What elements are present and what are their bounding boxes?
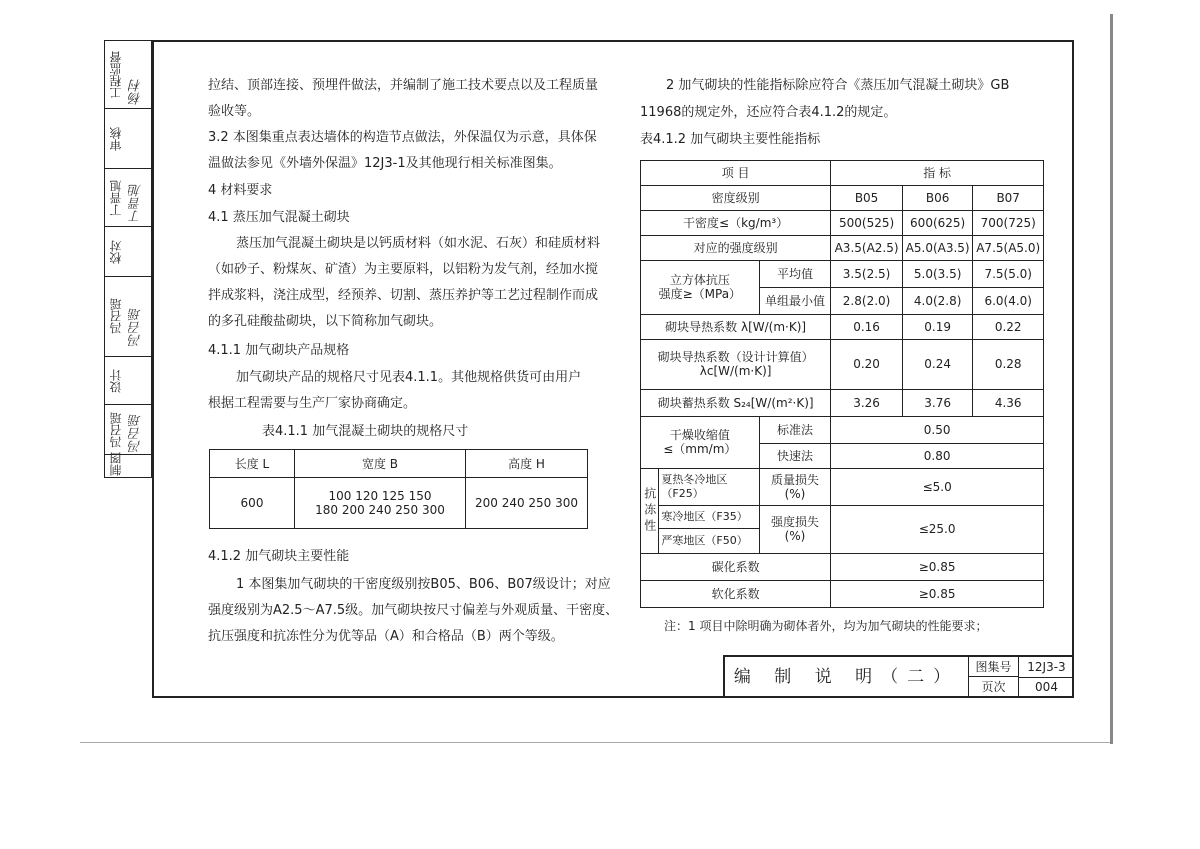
title-block bbox=[723, 655, 1074, 698]
table-cell: 夏热冬冷地区（F25） bbox=[659, 468, 759, 505]
body-text: 拌成浆料，浇注成型，经预养、切割、蒸压养护等工艺过程制作而成 bbox=[208, 288, 599, 303]
strip-label: 冯召瑶 bbox=[109, 298, 123, 334]
table-cell: 干密度≤（kg/m³） bbox=[641, 210, 831, 235]
strip-signature: 杨村 bbox=[129, 79, 144, 105]
table-cell: 3.76 bbox=[902, 389, 973, 416]
body-text: 1 本图集加气砌块的干密度级别按B05、B06、B07级设计；对应 bbox=[236, 577, 611, 592]
body-text: 强度级别为A2.5～A7.5级。加气砌块按尺寸偏差与外观质量、干密度、 bbox=[208, 603, 619, 618]
table-cell-line: ≤（mm/m） bbox=[663, 442, 737, 457]
table-cell: B07 bbox=[973, 185, 1044, 210]
table-header: 指 标 bbox=[831, 161, 1044, 186]
table-cell: 600 bbox=[210, 478, 295, 529]
table-cell: 单组最小值 bbox=[759, 287, 831, 314]
body-text: 的多孔硅酸盐砌块，以下简称加气砌块。 bbox=[208, 314, 443, 329]
table-cell-line: 立方体抗压 bbox=[669, 273, 730, 288]
table-cell: 0.50 bbox=[831, 416, 1044, 443]
strip-cell bbox=[105, 109, 151, 169]
table-cell-line: 180 200 240 250 300 bbox=[315, 503, 445, 517]
table-cell: 0.20 bbox=[831, 339, 903, 389]
table-cell: 200 240 250 300 bbox=[466, 478, 588, 529]
table-cell: ≤25.0 bbox=[831, 506, 1044, 554]
table-cell: 0.28 bbox=[973, 339, 1044, 389]
section-heading: 4.1.1 加气砌块产品规格 bbox=[208, 343, 350, 358]
table-cell: 5.0(3.5) bbox=[902, 260, 973, 287]
table-cell-line: 100 120 125 150 bbox=[328, 489, 432, 503]
table-cell: 500(525) bbox=[831, 210, 903, 235]
table-header: 项 目 bbox=[641, 161, 831, 186]
table-cell: 0.80 bbox=[831, 443, 1044, 468]
table-cell-line: λc[W/(m·K)] bbox=[699, 364, 772, 379]
section-heading: 4.1.2 加气砌块主要性能 bbox=[208, 549, 350, 564]
block-size-table bbox=[209, 449, 588, 529]
table-cell: 严寒地区（F50） bbox=[659, 528, 759, 553]
table-cell: ≥0.85 bbox=[831, 580, 1044, 607]
table-cell: ≤5.0 bbox=[831, 468, 1044, 505]
table-cell: ≥0.85 bbox=[831, 553, 1044, 580]
table-cell: 碳化系数 bbox=[641, 553, 831, 580]
table-cell: 7.5(5.0) bbox=[973, 260, 1044, 287]
table-cell-line: 强度≥（MPa） bbox=[658, 287, 742, 302]
body-text: 11968的规定外，还应符合表4.1.2的规定。 bbox=[640, 105, 897, 120]
table-cell: 0.16 bbox=[831, 314, 903, 339]
strip-signature: 冯召瑶 bbox=[129, 308, 144, 347]
strip-cell bbox=[105, 357, 151, 405]
table-cell bbox=[641, 339, 831, 389]
table-header: 长度 L bbox=[210, 450, 295, 478]
page-number: 004 bbox=[1035, 680, 1058, 694]
strip-label: 审核 bbox=[109, 127, 123, 151]
table-cell: 600(625) bbox=[902, 210, 973, 235]
atlas-number-label: 图集号 bbox=[969, 657, 1019, 677]
table-note: 注：1 项目中除明确为砌体者外，均为加气砌块的性能要求； bbox=[664, 619, 988, 633]
table-cell: 质量损失(%) bbox=[759, 468, 831, 505]
table-header: 宽度 B bbox=[295, 450, 466, 478]
strip-label: 校对 bbox=[109, 240, 123, 264]
table-cell: 3.26 bbox=[831, 389, 903, 416]
body-text: 温做法参见《外墙外保温》12J3-1及其他现行相关标准图集。 bbox=[208, 156, 562, 171]
table-cell: A7.5(A5.0) bbox=[973, 235, 1044, 260]
table-cell: 抗冻性 bbox=[641, 468, 659, 553]
table-cell: 标准法 bbox=[759, 416, 831, 443]
table-cell: B05 bbox=[831, 185, 903, 210]
table-header: 高度 H bbox=[466, 450, 588, 478]
table-cell: 强度损失(%) bbox=[759, 506, 831, 554]
strip-label: 设计 bbox=[109, 369, 123, 393]
scan-edge-mark bbox=[1110, 14, 1113, 744]
table-cell: 4.0(2.8) bbox=[902, 287, 973, 314]
performance-table bbox=[640, 160, 1044, 608]
approval-strip bbox=[104, 40, 152, 478]
strip-cell bbox=[105, 277, 151, 357]
table-cell: 3.5(2.5) bbox=[831, 260, 903, 287]
table-cell: 密度级别 bbox=[641, 185, 831, 210]
section-heading: 4 材料要求 bbox=[208, 183, 273, 198]
table-cell: 2.8(2.0) bbox=[831, 287, 903, 314]
body-text: 根据工程需要与生产厂家协商确定。 bbox=[208, 396, 417, 411]
table-cell: 寒冷地区（F35） bbox=[659, 506, 759, 529]
table-cell: 快速法 bbox=[759, 443, 831, 468]
table-cell bbox=[641, 260, 760, 314]
strip-label: 工程监督 bbox=[109, 51, 123, 99]
table-cell: 700(725) bbox=[973, 210, 1044, 235]
table-cell: 对应的强度级别 bbox=[641, 235, 831, 260]
table-cell: 砌块蓄热系数 S₂₄[W/(m²·K)] bbox=[641, 389, 831, 416]
table-cell: 0.22 bbox=[973, 314, 1044, 339]
table-cell: 6.0(4.0) bbox=[973, 287, 1044, 314]
table-cell: 砌块导热系数 λ[W/(m·K)] bbox=[641, 314, 831, 339]
table-cell: 软化系数 bbox=[641, 580, 831, 607]
strip-cell bbox=[105, 169, 151, 227]
strip-label: 丁晋旭 bbox=[109, 180, 123, 216]
table-cell: 平均值 bbox=[759, 260, 831, 287]
table-cell: B06 bbox=[902, 185, 973, 210]
scan-baseline bbox=[80, 742, 1110, 743]
sheet-title: 编 制 说 明（二） bbox=[725, 657, 969, 698]
body-text: 抗压强度和抗冻性分为优等品（A）和合格品（B）两个等级。 bbox=[208, 629, 564, 644]
atlas-number: 12J3-3 bbox=[1019, 657, 1074, 678]
table-cell: 4.36 bbox=[973, 389, 1044, 416]
table-caption: 表4.1.1 加气混凝土砌块的规格尺寸 bbox=[262, 424, 469, 439]
strip-cell bbox=[105, 452, 151, 477]
strip-label: 制图 bbox=[109, 452, 123, 476]
body-text: （如砂子、粉煤灰、矿渣）为主要原料，以铝粉为发气剂，经加水搅 bbox=[208, 262, 599, 277]
table-cell-line: 砌块导热系数（设计计算值） bbox=[657, 350, 814, 365]
body-text: 拉结、顶部连接、预埋件做法，并编制了施工技术要点以及工程质量 bbox=[208, 78, 599, 93]
strip-signature: 丁晋旭 bbox=[129, 184, 144, 223]
table-cell-line: 干燥收缩值 bbox=[669, 428, 730, 443]
body-text: 3.2 本图集重点表达墙体的构造节点做法，外保温仅为示意，具体保 bbox=[208, 130, 597, 145]
strip-cell bbox=[105, 405, 151, 455]
table-cell bbox=[295, 478, 466, 529]
strip-cell bbox=[105, 41, 151, 109]
strip-cell bbox=[105, 227, 151, 277]
table-cell: A5.0(A3.5) bbox=[902, 235, 973, 260]
page-number-label: 页次 bbox=[969, 677, 1019, 697]
table-cell bbox=[641, 416, 760, 468]
table-cell: 0.24 bbox=[902, 339, 973, 389]
table-cell: A3.5(A2.5) bbox=[831, 235, 903, 260]
body-text: 验收等。 bbox=[208, 104, 261, 119]
strip-signature: 冯召瑶 bbox=[129, 414, 144, 453]
strip-label: 冯召瑶 bbox=[109, 412, 123, 448]
body-text: 蒸压加气混凝土砌块是以钙质材料（如水泥、石灰）和硅质材料 bbox=[236, 236, 601, 251]
table-caption: 表4.1.2 加气砌块主要性能指标 bbox=[640, 132, 821, 147]
body-text: 加气砌块产品的规格尺寸见表4.1.1。其他规格供货可由用户 bbox=[236, 370, 582, 385]
table-cell: 0.19 bbox=[902, 314, 973, 339]
body-text: 2 加气砌块的性能指标除应符合《蒸压加气混凝土砌块》GB bbox=[666, 78, 1010, 93]
section-heading: 4.1 蒸压加气混凝土砌块 bbox=[208, 210, 350, 225]
